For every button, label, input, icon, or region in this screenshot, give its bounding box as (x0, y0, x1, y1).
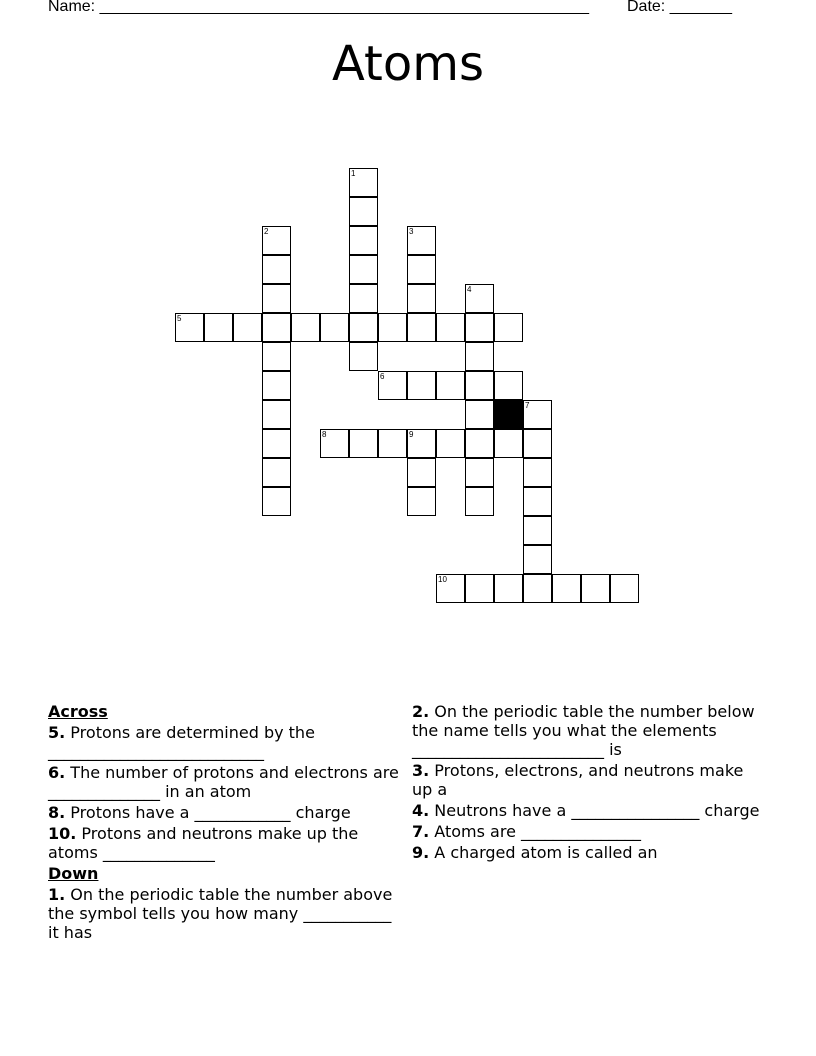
crossword-cell[interactable] (262, 284, 291, 313)
crossword-cell[interactable] (262, 313, 291, 342)
clue-number: 2. (412, 702, 430, 721)
crossword-cell[interactable] (262, 255, 291, 284)
crossword-cell[interactable] (494, 429, 523, 458)
crossword-cell[interactable] (494, 313, 523, 342)
crossword-cell[interactable] (204, 313, 233, 342)
date-field-label: Date: _______ (627, 0, 732, 15)
crossword-cell[interactable] (523, 458, 552, 487)
crossword-cell[interactable] (349, 197, 378, 226)
crossword-cell[interactable] (407, 487, 436, 516)
crossword-cell[interactable] (465, 400, 494, 429)
clue-text: Protons, electrons, and neutrons make up a (412, 761, 744, 799)
clue-number-label: 8 (322, 430, 327, 439)
crossword-cell[interactable] (175, 313, 204, 342)
crossword-cell[interactable] (581, 574, 610, 603)
clue-text: On the periodic table the number below the name tells you what the elements ________________________ is (412, 702, 755, 759)
crossword-cell[interactable] (465, 487, 494, 516)
crossword-cell[interactable] (407, 313, 436, 342)
clue-number-label: 10 (438, 575, 447, 584)
clue-text: Atoms are _______________ (429, 822, 641, 841)
crossword-cell[interactable] (262, 226, 291, 255)
crossword-cell[interactable] (494, 574, 523, 603)
crossword-cell[interactable] (436, 371, 465, 400)
crossword-cell[interactable] (320, 313, 349, 342)
crossword-cell[interactable] (494, 371, 523, 400)
crossword-cell[interactable] (465, 371, 494, 400)
clue-text: Neutrons have a ________________ charge (429, 801, 760, 820)
crossword-cell[interactable] (262, 371, 291, 400)
crossword-cell[interactable] (465, 429, 494, 458)
clue-number-label: 4 (467, 285, 472, 294)
crossword-cell[interactable] (378, 429, 407, 458)
crossword-cell[interactable] (233, 313, 262, 342)
clue-number: 7. (412, 822, 430, 841)
down-heading: Down (48, 864, 99, 883)
crossword-cell[interactable] (407, 429, 436, 458)
across-heading: Across (48, 702, 108, 721)
crossword-cell[interactable] (523, 429, 552, 458)
clue-text: On the periodic table the number above the symbol tells you how many ___________ it has (48, 885, 393, 942)
crossword-cell[interactable] (407, 255, 436, 284)
crossword-cell[interactable] (291, 313, 320, 342)
crossword-cell[interactable] (262, 458, 291, 487)
clue-text: Protons are determined by the ___________________________ (48, 723, 315, 761)
crossword-cell[interactable] (436, 313, 465, 342)
clue-number-label: 9 (409, 430, 414, 439)
clue-number-label: 2 (264, 227, 269, 236)
crossword-cell[interactable] (407, 284, 436, 313)
clue-item (412, 702, 762, 759)
crossword-cell[interactable] (349, 255, 378, 284)
clue-number-label: 1 (351, 169, 356, 178)
clue-number-label: 6 (380, 372, 385, 381)
crossword-cell[interactable] (407, 458, 436, 487)
crossword-cell[interactable] (349, 284, 378, 313)
crossword-cell[interactable] (610, 574, 639, 603)
crossword-cell[interactable] (262, 429, 291, 458)
clue-text: A charged atom is called an (429, 843, 658, 862)
clue-number: 9. (412, 843, 430, 862)
page-title: Atoms (332, 36, 484, 92)
crossword-cell[interactable] (523, 516, 552, 545)
clue-text: Protons and neutrons make up the atoms ______________ (48, 824, 359, 862)
crossword-cell[interactable] (349, 429, 378, 458)
clue-text: The number of protons and electrons are ______________ in an atom (48, 763, 399, 801)
crossword-cell[interactable] (465, 313, 494, 342)
crossword-cell[interactable] (465, 284, 494, 313)
crossword-cell[interactable] (465, 574, 494, 603)
crossword-cell[interactable] (378, 313, 407, 342)
crossword-black-cell (494, 400, 523, 429)
crossword-cell[interactable] (262, 342, 291, 371)
clue-number-label: 3 (409, 227, 414, 236)
clue-item (412, 761, 762, 799)
clue-item (48, 824, 403, 862)
clue-number: 1. (48, 885, 66, 904)
clue-item (48, 885, 403, 942)
crossword-cell[interactable] (436, 574, 465, 603)
clue-number: 3. (412, 761, 430, 780)
name-field-label: Name: _______________________________________________________ (48, 0, 589, 15)
clue-item (48, 723, 403, 761)
crossword-cell[interactable] (523, 400, 552, 429)
crossword-cell[interactable] (349, 168, 378, 197)
clue-item (412, 801, 762, 820)
clues-left-column (48, 702, 403, 944)
crossword-cell[interactable] (349, 313, 378, 342)
clue-number: 4. (412, 801, 430, 820)
crossword-cell[interactable] (349, 226, 378, 255)
crossword-cell[interactable] (523, 574, 552, 603)
clue-number: 10. (48, 824, 77, 843)
crossword-cell[interactable] (407, 371, 436, 400)
clues-right-column (412, 702, 762, 864)
crossword-cell[interactable] (320, 429, 349, 458)
crossword-cell[interactable] (407, 226, 436, 255)
crossword-cell[interactable] (436, 429, 465, 458)
crossword-cell[interactable] (262, 400, 291, 429)
crossword-cell[interactable] (378, 371, 407, 400)
clue-number: 5. (48, 723, 66, 742)
crossword-cell[interactable] (523, 545, 552, 574)
clue-number-label: 5 (177, 314, 182, 323)
clue-number-label: 7 (525, 401, 530, 410)
clue-item (412, 822, 762, 841)
clue-number: 6. (48, 763, 66, 782)
clue-item (412, 843, 762, 862)
crossword-cell[interactable] (465, 458, 494, 487)
crossword-cell[interactable] (262, 487, 291, 516)
clue-number: 8. (48, 803, 66, 822)
clue-text: Protons have a ____________ charge (65, 803, 351, 822)
crossword-cell[interactable] (465, 342, 494, 371)
crossword-cell[interactable] (349, 342, 378, 371)
crossword-cell[interactable] (523, 487, 552, 516)
clue-item (48, 803, 403, 822)
clue-item (48, 763, 403, 801)
crossword-cell[interactable] (552, 574, 581, 603)
